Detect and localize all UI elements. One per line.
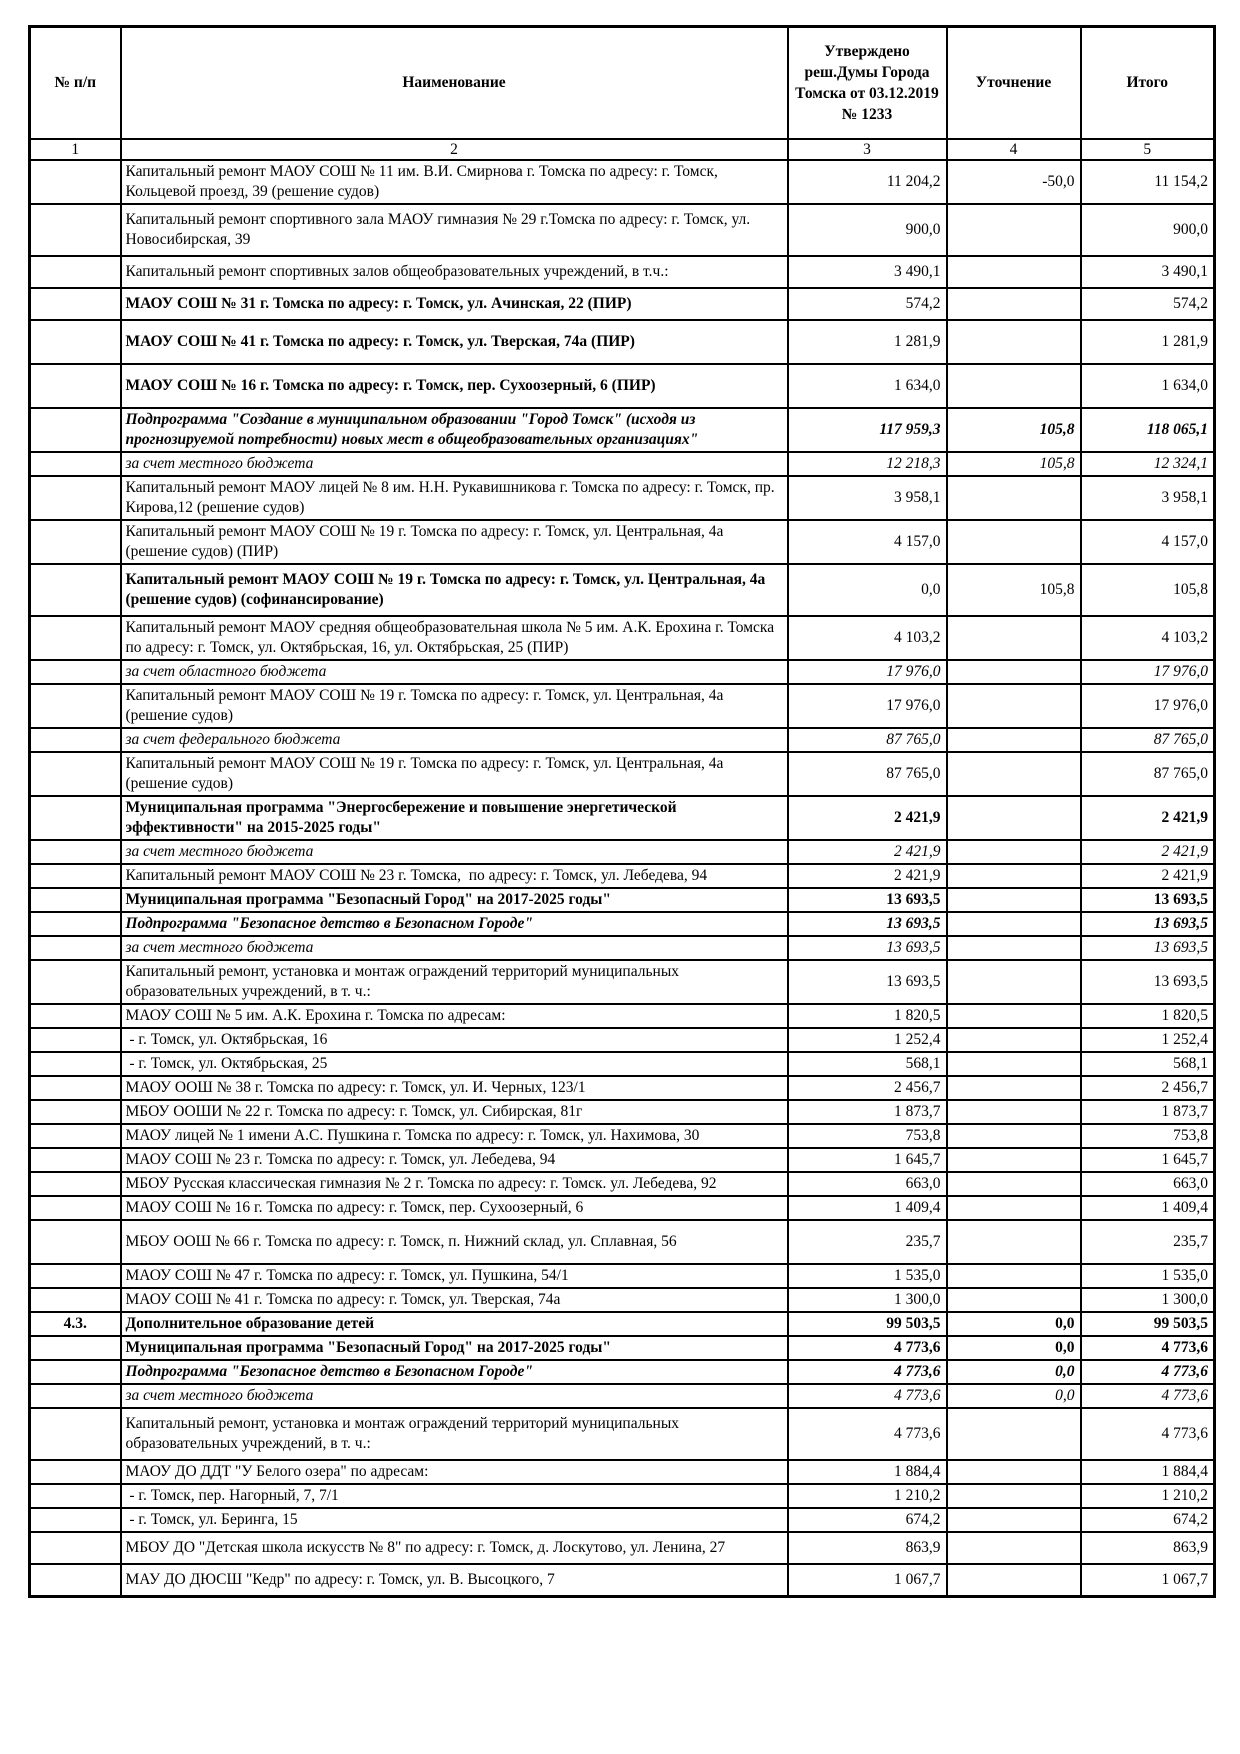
total-value-cell: 12 324,1 [1081, 452, 1215, 476]
table-row [30, 616, 1215, 660]
approved-value-cell: 13 693,5 [788, 912, 947, 936]
table-row [30, 1004, 1215, 1028]
row-name-cell: МАОУ СОШ № 31 г. Томска по адресу: г. Томск, ул. Ачинская, 22 (ПИР) [121, 288, 788, 320]
approved-value-cell: 663,0 [788, 1172, 947, 1196]
adjustment-value-cell [947, 1148, 1081, 1172]
table-row [30, 408, 1215, 452]
adjustment-value-cell: 105,8 [947, 408, 1081, 452]
approved-value-cell: 235,7 [788, 1220, 947, 1264]
approved-value-cell: 1 884,4 [788, 1460, 947, 1484]
adjustment-value-cell [947, 1052, 1081, 1076]
row-number-cell [30, 1220, 121, 1264]
approved-value-cell: 11 204,2 [788, 160, 947, 204]
adjustment-value-cell [947, 1172, 1081, 1196]
row-number-cell [30, 1360, 121, 1384]
approved-value-cell: 17 976,0 [788, 660, 947, 684]
approved-value-cell: 2 421,9 [788, 796, 947, 840]
table-row [30, 912, 1215, 936]
approved-value-cell: 3 490,1 [788, 256, 947, 288]
row-number-cell [30, 1460, 121, 1484]
row-name-cell: за счет областного бюджета [121, 660, 788, 684]
table-row [30, 320, 1215, 364]
adjustment-value-cell [947, 476, 1081, 520]
row-number-cell [30, 888, 121, 912]
row-name-cell: Капитальный ремонт МАОУ средняя общеобразовательная школа № 5 им. А.К. Ерохина г. Томска по адресу: г. Томск, ул. Октябрьская, 16, ул. Октябрьская, 25 (ПИР) [121, 616, 788, 660]
row-name-cell: - г. Томск, ул. Октябрьская, 25 [121, 1052, 788, 1076]
table-row [30, 684, 1215, 728]
total-value-cell: 1 535,0 [1081, 1264, 1215, 1288]
adjustment-value-cell [947, 660, 1081, 684]
row-number-cell [30, 1484, 121, 1508]
adjustment-value-cell [947, 1196, 1081, 1220]
table-row [30, 1028, 1215, 1052]
total-value-cell: 1 634,0 [1081, 364, 1215, 408]
adjustment-value-cell [947, 1484, 1081, 1508]
row-number-cell [30, 1028, 121, 1052]
row-name-cell: МБОУ Русская классическая гимназия № 2 г. Томска по адресу: г. Томск. ул. Лебедева, 92 [121, 1172, 788, 1196]
approved-value-cell: 2 421,9 [788, 840, 947, 864]
total-value-cell: 118 065,1 [1081, 408, 1215, 452]
column-index-4: 4 [947, 139, 1081, 160]
approved-value-cell: 1 820,5 [788, 1004, 947, 1028]
row-name-cell: за счет местного бюджета [121, 840, 788, 864]
total-value-cell: 235,7 [1081, 1220, 1215, 1264]
approved-value-cell: 4 773,6 [788, 1408, 947, 1460]
approved-value-cell: 87 765,0 [788, 752, 947, 796]
adjustment-value-cell [947, 752, 1081, 796]
total-value-cell: 87 765,0 [1081, 728, 1215, 752]
total-value-cell: 663,0 [1081, 1172, 1215, 1196]
row-name-cell: Капитальный ремонт спортивного зала МАОУ гимназия № 29 г.Томска по адресу: г. Томск, ул. Новосибирская, 39 [121, 204, 788, 256]
total-value-cell: 2 421,9 [1081, 796, 1215, 840]
row-number-cell [30, 660, 121, 684]
table-row [30, 1508, 1215, 1532]
adjustment-value-cell [947, 520, 1081, 564]
approved-value-cell: 2 421,9 [788, 864, 947, 888]
adjustment-value-cell: 0,0 [947, 1336, 1081, 1360]
table-row [30, 1312, 1215, 1336]
table-row [30, 364, 1215, 408]
table-row [30, 204, 1215, 256]
row-name-cell: - г. Томск, ул. Октябрьская, 16 [121, 1028, 788, 1052]
column-index-5: 5 [1081, 139, 1215, 160]
table-row [30, 160, 1215, 204]
approved-value-cell: 13 693,5 [788, 936, 947, 960]
total-value-cell: 13 693,5 [1081, 936, 1215, 960]
table-row [30, 476, 1215, 520]
table-row [30, 1532, 1215, 1564]
total-value-cell: 1 300,0 [1081, 1288, 1215, 1312]
approved-value-cell: 753,8 [788, 1124, 947, 1148]
row-name-cell: за счет местного бюджета [121, 1384, 788, 1408]
row-name-cell: Капитальный ремонт МАОУ лицей № 8 им. Н.Н. Рукавишникова г. Томска по адресу: г. Томск, пр. Кирова,12 (решение судов) [121, 476, 788, 520]
adjustment-value-cell [947, 684, 1081, 728]
adjustment-value-cell [947, 204, 1081, 256]
approved-value-cell: 1 873,7 [788, 1100, 947, 1124]
budget-table [28, 25, 1216, 1598]
row-name-cell: Подпрограмма "Безопасное детство в Безопасном Городе" [121, 912, 788, 936]
table-row [30, 1220, 1215, 1264]
approved-value-cell: 12 218,3 [788, 452, 947, 476]
col-header-name: Наименование [121, 27, 788, 139]
row-number-cell [30, 1148, 121, 1172]
row-number-cell [30, 520, 121, 564]
row-number-cell [30, 1408, 121, 1460]
total-value-cell: 105,8 [1081, 564, 1215, 616]
adjustment-value-cell [947, 1408, 1081, 1460]
approved-value-cell: 87 765,0 [788, 728, 947, 752]
row-name-cell: Капитальный ремонт МАОУ СОШ № 19 г. Томска по адресу: г. Томск, ул. Центральная, 4а (решение судов) [121, 684, 788, 728]
row-name-cell: МАОУ СОШ № 16 г. Томска по адресу: г. Томск, пер. Сухоозерный, 6 (ПИР) [121, 364, 788, 408]
adjustment-value-cell [947, 796, 1081, 840]
adjustment-value-cell [947, 1564, 1081, 1597]
adjustment-value-cell [947, 1532, 1081, 1564]
total-value-cell: 1 210,2 [1081, 1484, 1215, 1508]
table-row [30, 1288, 1215, 1312]
approved-value-cell: 1 409,4 [788, 1196, 947, 1220]
total-value-cell: 11 154,2 [1081, 160, 1215, 204]
row-number-cell [30, 684, 121, 728]
approved-value-cell: 568,1 [788, 1052, 947, 1076]
table-row [30, 1484, 1215, 1508]
row-name-cell: МБОУ ООШИ № 22 г. Томска по адресу: г. Томск, ул. Сибирская, 81г [121, 1100, 788, 1124]
total-value-cell: 2 421,9 [1081, 864, 1215, 888]
row-name-cell: МАОУ СОШ № 16 г. Томска по адресу: г. Томск, пер. Сухоозерный, 6 [121, 1196, 788, 1220]
row-name-cell: МАОУ лицей № 1 имени А.С. Пушкина г. Томска по адресу: г. Томск, ул. Нахимова, 30 [121, 1124, 788, 1148]
total-value-cell: 3 958,1 [1081, 476, 1215, 520]
table-row [30, 1124, 1215, 1148]
row-name-cell: за счет местного бюджета [121, 452, 788, 476]
row-number-cell [30, 408, 121, 452]
adjustment-value-cell: 0,0 [947, 1360, 1081, 1384]
row-number-cell [30, 1288, 121, 1312]
table-body [30, 160, 1215, 1597]
row-name-cell: Капитальный ремонт МАОУ СОШ № 11 им. В.И. Смирнова г. Томска по адресу: г. Томск, Кольцевой проезд, 39 (решение судов) [121, 160, 788, 204]
row-number-cell [30, 256, 121, 288]
table-row [30, 660, 1215, 684]
total-value-cell: 2 456,7 [1081, 1076, 1215, 1100]
total-value-cell: 2 421,9 [1081, 840, 1215, 864]
row-number-cell [30, 1532, 121, 1564]
total-value-cell: 13 693,5 [1081, 888, 1215, 912]
row-name-cell: - г. Томск, пер. Нагорный, 7, 7/1 [121, 1484, 788, 1508]
row-number-cell [30, 864, 121, 888]
total-value-cell: 1 067,7 [1081, 1564, 1215, 1597]
row-name-cell: МБОУ ООШ № 66 г. Томска по адресу: г. Томск, п. Нижний склад, ул. Сплавная, 56 [121, 1220, 788, 1264]
col-header-total: Итого [1081, 27, 1215, 139]
table-row [30, 1336, 1215, 1360]
row-number-cell [30, 616, 121, 660]
row-number-cell [30, 1336, 121, 1360]
total-value-cell: 17 976,0 [1081, 660, 1215, 684]
approved-value-cell: 1 634,0 [788, 364, 947, 408]
adjustment-value-cell [947, 936, 1081, 960]
row-number-cell [30, 452, 121, 476]
row-name-cell: Муниципальная программа "Безопасный Город" на 2017-2025 годы" [121, 1336, 788, 1360]
adjustment-value-cell [947, 840, 1081, 864]
table-row [30, 564, 1215, 616]
row-name-cell: МАУ ДО ДЮСШ "Кедр" по адресу: г. Томск, ул. В. Высоцкого, 7 [121, 1564, 788, 1597]
row-number-cell [30, 1508, 121, 1532]
row-number-cell [30, 564, 121, 616]
total-value-cell: 4 157,0 [1081, 520, 1215, 564]
table-row [30, 1148, 1215, 1172]
row-number-cell [30, 960, 121, 1004]
approved-value-cell: 4 773,6 [788, 1384, 947, 1408]
total-value-cell: 1 820,5 [1081, 1004, 1215, 1028]
column-index-row [30, 139, 1215, 160]
row-name-cell: МАОУ СОШ № 41 г. Томска по адресу: г. Томск, ул. Тверская, 74а [121, 1288, 788, 1312]
adjustment-value-cell [947, 1508, 1081, 1532]
adjustment-value-cell [947, 864, 1081, 888]
table-row [30, 1360, 1215, 1384]
total-value-cell: 900,0 [1081, 204, 1215, 256]
row-name-cell: за счет местного бюджета [121, 936, 788, 960]
approved-value-cell: 13 693,5 [788, 960, 947, 1004]
column-index-2: 2 [121, 139, 788, 160]
approved-value-cell: 1 067,7 [788, 1564, 947, 1597]
column-index-1: 1 [30, 139, 121, 160]
row-number-cell [30, 476, 121, 520]
table-row [30, 1264, 1215, 1288]
row-number-cell: 4.3. [30, 1312, 121, 1336]
row-name-cell: МАОУ СОШ № 5 им. А.К. Ерохина г. Томска по адресам: [121, 1004, 788, 1028]
total-value-cell: 4 773,6 [1081, 1408, 1215, 1460]
row-name-cell: МАОУ СОШ № 41 г. Томска по адресу: г. Томск, ул. Тверская, 74а (ПИР) [121, 320, 788, 364]
adjustment-value-cell [947, 256, 1081, 288]
table-row [30, 796, 1215, 840]
approved-value-cell: 17 976,0 [788, 684, 947, 728]
row-name-cell: Муниципальная программа "Энергосбережение и повышение энергетической эффективности" на 2015-2025 годы" [121, 796, 788, 840]
table-row [30, 1172, 1215, 1196]
table-row [30, 960, 1215, 1004]
row-name-cell: Капитальный ремонт МАОУ СОШ № 23 г. Томска, по адресу: г. Томск, ул. Лебедева, 94 [121, 864, 788, 888]
approved-value-cell: 4 773,6 [788, 1336, 947, 1360]
row-number-cell [30, 1564, 121, 1597]
row-name-cell: Капитальный ремонт, установка и монтаж ограждений территорий муниципальных образовательных учреждений, в т. ч.: [121, 960, 788, 1004]
row-name-cell: Муниципальная программа "Безопасный Город" на 2017-2025 годы" [121, 888, 788, 912]
row-number-cell [30, 1196, 121, 1220]
row-number-cell [30, 936, 121, 960]
row-name-cell: Капитальный ремонт спортивных залов общеобразовательных учреждений, в т.ч.: [121, 256, 788, 288]
row-number-cell [30, 160, 121, 204]
adjustment-value-cell [947, 960, 1081, 1004]
total-value-cell: 753,8 [1081, 1124, 1215, 1148]
approved-value-cell: 2 456,7 [788, 1076, 947, 1100]
row-name-cell: Подпрограмма "Создание в муниципальном образовании "Город Томск" (исходя из прогнозируемой потребности) новых мест в общеобразовательных организациях" [121, 408, 788, 452]
row-number-cell [30, 840, 121, 864]
table-row [30, 452, 1215, 476]
table-row [30, 936, 1215, 960]
row-number-cell [30, 1264, 121, 1288]
table-header [30, 27, 1215, 160]
total-value-cell: 574,2 [1081, 288, 1215, 320]
approved-value-cell: 674,2 [788, 1508, 947, 1532]
adjustment-value-cell [947, 888, 1081, 912]
approved-value-cell: 99 503,5 [788, 1312, 947, 1336]
total-value-cell: 3 490,1 [1081, 256, 1215, 288]
adjustment-value-cell: 105,8 [947, 452, 1081, 476]
row-name-cell: МАОУ СОШ № 47 г. Томска по адресу: г. Томск, ул. Пушкина, 54/1 [121, 1264, 788, 1288]
approved-value-cell: 0,0 [788, 564, 947, 616]
total-value-cell: 17 976,0 [1081, 684, 1215, 728]
approved-value-cell: 4 103,2 [788, 616, 947, 660]
row-name-cell: Капитальный ремонт МАОУ СОШ № 19 г. Томска по адресу: г. Томск, ул. Центральная, 4а (решение судов) (софинансирование) [121, 564, 788, 616]
table-row [30, 1384, 1215, 1408]
table-row [30, 1196, 1215, 1220]
adjustment-value-cell [947, 1264, 1081, 1288]
total-value-cell: 13 693,5 [1081, 960, 1215, 1004]
total-value-cell: 4 773,6 [1081, 1360, 1215, 1384]
table-row [30, 1460, 1215, 1484]
col-header-approved: Утверждено реш.Думы Города Томска от 03.12.2019 № 1233 [788, 27, 947, 139]
adjustment-value-cell [947, 1100, 1081, 1124]
row-number-cell [30, 204, 121, 256]
table-row [30, 520, 1215, 564]
row-number-cell [30, 1004, 121, 1028]
total-value-cell: 1 409,4 [1081, 1196, 1215, 1220]
table-row [30, 864, 1215, 888]
approved-value-cell: 1 252,4 [788, 1028, 947, 1052]
total-value-cell: 99 503,5 [1081, 1312, 1215, 1336]
approved-value-cell: 574,2 [788, 288, 947, 320]
table-row [30, 840, 1215, 864]
adjustment-value-cell [947, 288, 1081, 320]
adjustment-value-cell [947, 1076, 1081, 1100]
approved-value-cell: 3 958,1 [788, 476, 947, 520]
row-number-cell [30, 752, 121, 796]
approved-value-cell: 900,0 [788, 204, 947, 256]
approved-value-cell: 1 210,2 [788, 1484, 947, 1508]
adjustment-value-cell: 105,8 [947, 564, 1081, 616]
row-number-cell [30, 1076, 121, 1100]
total-value-cell: 4 773,6 [1081, 1384, 1215, 1408]
approved-value-cell: 4 773,6 [788, 1360, 947, 1384]
total-value-cell: 674,2 [1081, 1508, 1215, 1532]
adjustment-value-cell [947, 364, 1081, 408]
row-number-cell [30, 364, 121, 408]
adjustment-value-cell [947, 1460, 1081, 1484]
approved-value-cell: 863,9 [788, 1532, 947, 1564]
row-name-cell: МБОУ ДО "Детская школа искусств № 8" по адресу: г. Томск, д. Лоскутово, ул. Ленина, 27 [121, 1532, 788, 1564]
budget-table-sheet [28, 25, 1216, 1598]
approved-value-cell: 4 157,0 [788, 520, 947, 564]
adjustment-value-cell [947, 320, 1081, 364]
table-row [30, 1076, 1215, 1100]
approved-value-cell: 1 281,9 [788, 320, 947, 364]
row-number-cell [30, 1052, 121, 1076]
row-name-cell: Дополнительное образование детей [121, 1312, 788, 1336]
table-row [30, 1408, 1215, 1460]
adjustment-value-cell [947, 1124, 1081, 1148]
row-number-cell [30, 796, 121, 840]
total-value-cell: 1 645,7 [1081, 1148, 1215, 1172]
approved-value-cell: 1 300,0 [788, 1288, 947, 1312]
total-value-cell: 863,9 [1081, 1532, 1215, 1564]
adjustment-value-cell [947, 1028, 1081, 1052]
col-header-adjustment: Уточнение [947, 27, 1081, 139]
adjustment-value-cell: 0,0 [947, 1312, 1081, 1336]
row-number-cell [30, 1172, 121, 1196]
adjustment-value-cell [947, 912, 1081, 936]
row-name-cell: МАОУ ДО ДДТ "У Белого озера" по адресам: [121, 1460, 788, 1484]
approved-value-cell: 117 959,3 [788, 408, 947, 452]
total-value-cell: 1 884,4 [1081, 1460, 1215, 1484]
total-value-cell: 1 873,7 [1081, 1100, 1215, 1124]
table-row [30, 752, 1215, 796]
table-row [30, 1100, 1215, 1124]
row-name-cell: Капитальный ремонт МАОУ СОШ № 19 г. Томска по адресу: г. Томск, ул. Центральная, 4а (решение судов) [121, 752, 788, 796]
total-value-cell: 568,1 [1081, 1052, 1215, 1076]
row-number-cell [30, 1124, 121, 1148]
header-row [30, 27, 1215, 139]
adjustment-value-cell [947, 1220, 1081, 1264]
row-number-cell [30, 1384, 121, 1408]
adjustment-value-cell: -50,0 [947, 160, 1081, 204]
table-row [30, 728, 1215, 752]
table-row [30, 256, 1215, 288]
adjustment-value-cell [947, 1288, 1081, 1312]
total-value-cell: 4 103,2 [1081, 616, 1215, 660]
row-name-cell: - г. Томск, ул. Беринга, 15 [121, 1508, 788, 1532]
row-name-cell: МАОУ ООШ № 38 г. Томска по адресу: г. Томск, ул. И. Черных, 123/1 [121, 1076, 788, 1100]
approved-value-cell: 1 645,7 [788, 1148, 947, 1172]
row-number-cell [30, 320, 121, 364]
row-number-cell [30, 728, 121, 752]
adjustment-value-cell: 0,0 [947, 1384, 1081, 1408]
column-index-3: 3 [788, 139, 947, 160]
row-name-cell: Капитальный ремонт МАОУ СОШ № 19 г. Томска по адресу: г. Томск, ул. Центральная, 4а (решение судов) (ПИР) [121, 520, 788, 564]
total-value-cell: 1 252,4 [1081, 1028, 1215, 1052]
approved-value-cell: 13 693,5 [788, 888, 947, 912]
adjustment-value-cell [947, 616, 1081, 660]
row-name-cell: МАОУ СОШ № 23 г. Томска по адресу: г. Томск, ул. Лебедева, 94 [121, 1148, 788, 1172]
row-name-cell: Подпрограмма "Безопасное детство в Безопасном Городе" [121, 1360, 788, 1384]
row-number-cell [30, 912, 121, 936]
row-name-cell: за счет федерального бюджета [121, 728, 788, 752]
total-value-cell: 87 765,0 [1081, 752, 1215, 796]
table-row [30, 1564, 1215, 1597]
row-number-cell [30, 1100, 121, 1124]
col-header-row-number: № п/п [30, 27, 121, 139]
table-row [30, 288, 1215, 320]
adjustment-value-cell [947, 1004, 1081, 1028]
row-number-cell [30, 288, 121, 320]
table-row [30, 888, 1215, 912]
row-name-cell: Капитальный ремонт, установка и монтаж ограждений территорий муниципальных образовательных учреждений, в т. ч.: [121, 1408, 788, 1460]
adjustment-value-cell [947, 728, 1081, 752]
total-value-cell: 4 773,6 [1081, 1336, 1215, 1360]
table-row [30, 1052, 1215, 1076]
total-value-cell: 13 693,5 [1081, 912, 1215, 936]
approved-value-cell: 1 535,0 [788, 1264, 947, 1288]
total-value-cell: 1 281,9 [1081, 320, 1215, 364]
